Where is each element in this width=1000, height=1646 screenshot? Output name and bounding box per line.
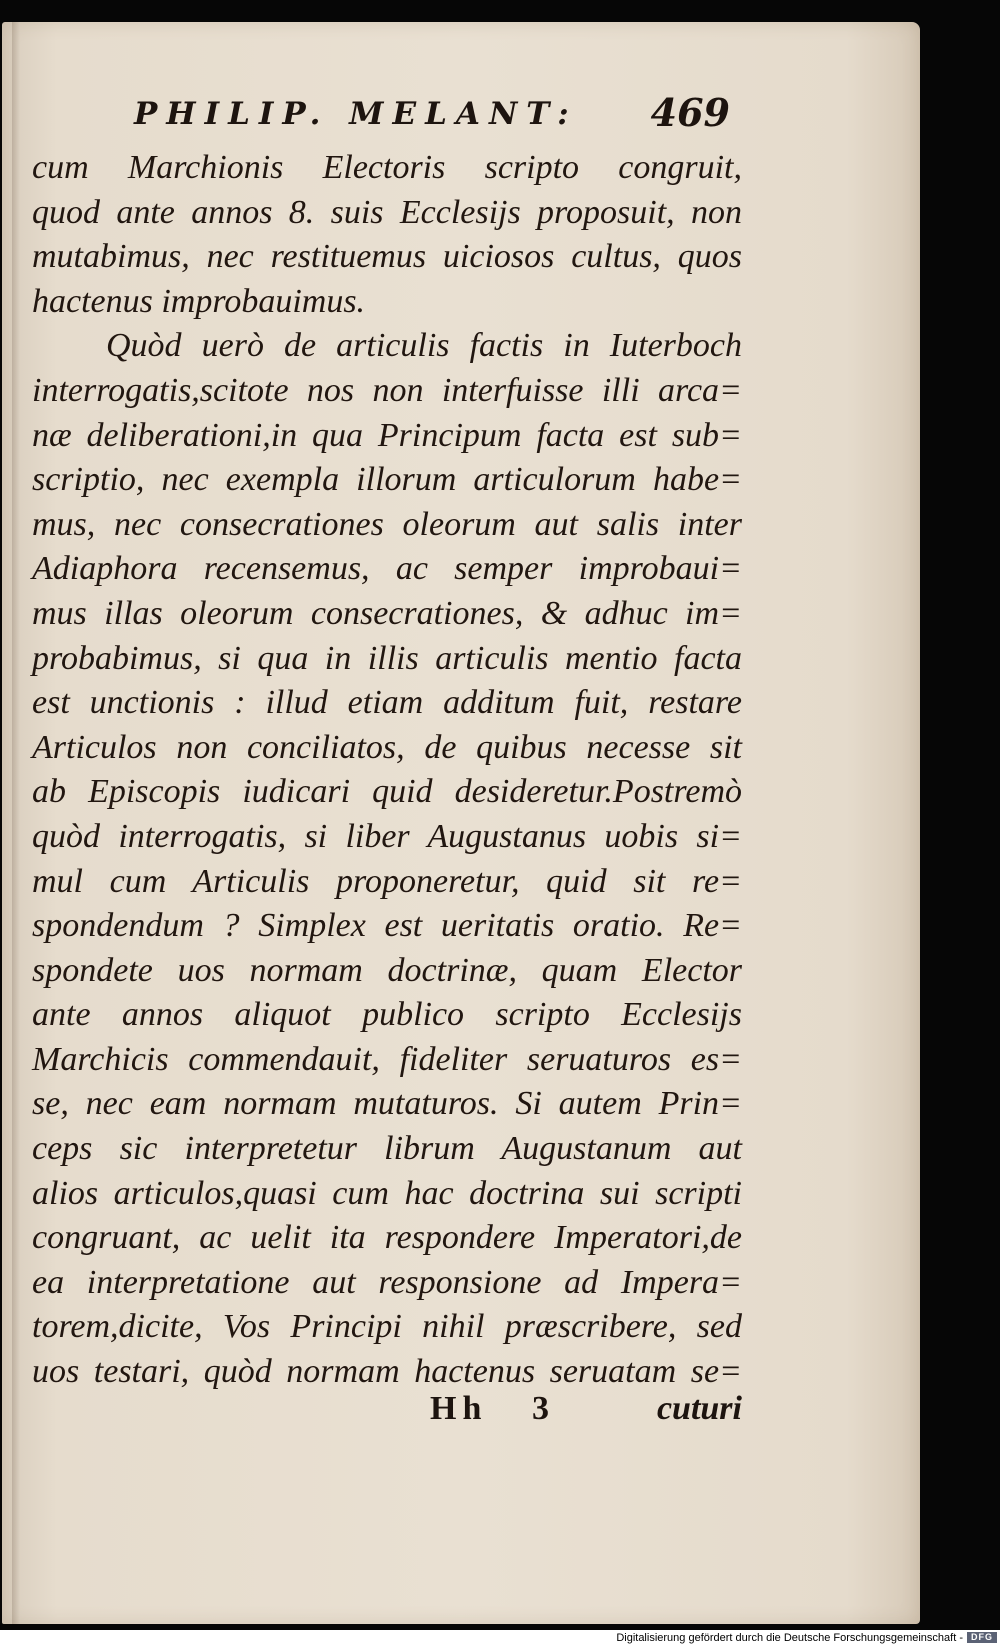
text-line: Marchicis commendauit, fideliter seruaturos es= xyxy=(32,1040,742,1078)
text-line: spondete uos normam doctrinæ, quam Elector xyxy=(32,951,742,989)
text-line: mus, nec consecrationes oleorum aut salis inter xyxy=(32,505,742,543)
footer-bar xyxy=(0,1630,1000,1646)
text-line: mus illas oleorum consecrationes, & adhuc im= xyxy=(32,594,742,632)
signature-number: 3 xyxy=(532,1390,555,1427)
text-line: alios articulos,quasi cum hac doctrina sui scripti xyxy=(32,1174,742,1212)
text-line: probabimus, si qua in illis articulis mentio facta xyxy=(32,639,742,677)
text-line: mutabimus, nec restituemus uiciosos cultus, quos xyxy=(32,238,742,276)
signature-line xyxy=(430,1390,742,1438)
signature-mark: Hh xyxy=(430,1390,488,1427)
text-line: spondendum ? Simplex est ueritatis oratio. Re= xyxy=(32,907,742,945)
running-head xyxy=(134,88,730,138)
text-line: uos testari, quòd normam hactenus seruatam se= xyxy=(32,1353,742,1391)
text-line: est unctionis : illud etiam additum fuit, restare xyxy=(32,684,742,722)
text-line: ceps sic interpretetur librum Augustanum aut xyxy=(32,1130,742,1168)
catchword: cuturi xyxy=(656,1390,742,1427)
text-line: ea interpretatione aut responsione ad Impera= xyxy=(32,1263,742,1301)
book-page xyxy=(2,22,920,1624)
dfg-logo-icon: DFG xyxy=(967,1632,997,1643)
text-line: cum Marchionis Electoris scripto congruit, xyxy=(32,149,742,186)
text-line: scriptio, nec exempla illorum articulorum habe= xyxy=(32,461,742,499)
text-line: næ deliberationi,in qua Principum facta est sub= xyxy=(32,416,742,454)
body-text xyxy=(32,146,742,1395)
text-line: torem,dicite, Vos Principi nihil præscribere, sed xyxy=(32,1308,742,1346)
text-line: ante annos aliquot publico scripto Ecclesijs xyxy=(32,996,742,1034)
funding-credit: Digitalisierung gefördert durch die Deutsche Forschungsgemeinschaft - xyxy=(616,1632,963,1644)
text-line: hactenus improbauimus. xyxy=(32,282,366,320)
text-line: mul cum Articulis proponeretur, quid sit re= xyxy=(32,862,742,900)
page-number: 469 xyxy=(650,90,730,135)
text-line: se, nec eam normam mutaturos. Si autem Prin= xyxy=(32,1085,742,1123)
text-line: ab Episcopis iudicari quid desideretur.Postremò xyxy=(32,773,742,811)
text-line: interrogatis,scitote nos non interfuisse illi arca= xyxy=(32,371,742,409)
text-line: quod ante annos 8. suis Ecclesijs proposuit, non xyxy=(32,193,742,231)
running-head-title: PHILIP. MELANT: xyxy=(134,96,578,132)
text-line: congruant, ac uelit ita respondere Imperatori,de xyxy=(32,1219,742,1257)
text-line: Articulos non conciliatos, de quibus necesse sit xyxy=(32,728,742,766)
text-line-paragraph-start: Quòd uerò de articulis factis in Iuterboch xyxy=(106,327,742,365)
text-line: quòd interrogatis, si liber Augustanus uobis si= xyxy=(32,817,742,855)
text-line: Adiaphora recensemus, ac semper improbaui= xyxy=(32,550,742,588)
